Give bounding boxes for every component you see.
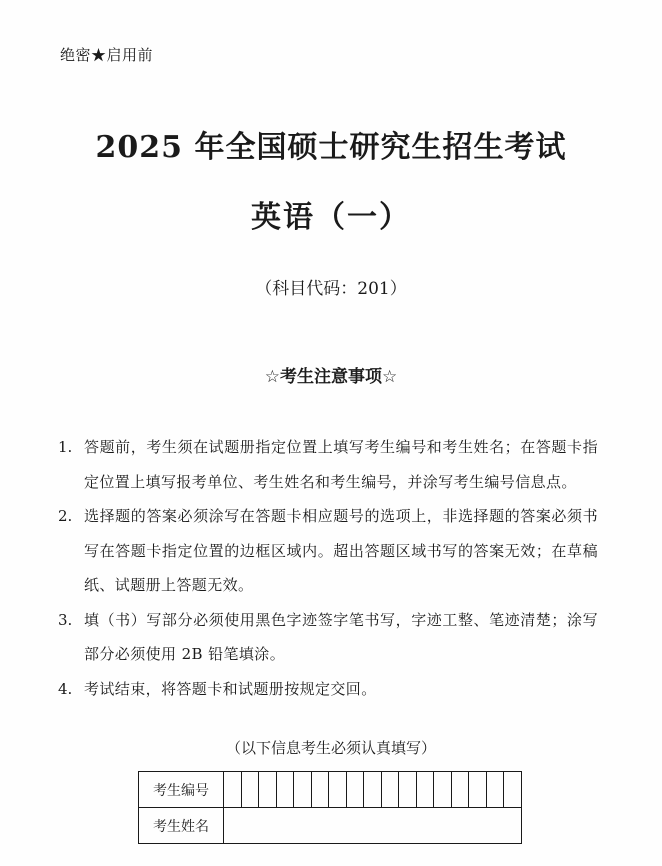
exam-number-digit-box[interactable] [416,772,434,808]
notice-item [58,430,598,499]
notice-item [58,603,598,672]
exam-number-digit-box[interactable] [294,772,312,808]
info-form-caption: （以下信息考生必须认真填写） [225,739,436,757]
subject-title: 英语（一） [251,200,411,235]
notice-heading: ☆考生注意事项☆ [264,367,398,387]
exam-number-digit-box[interactable] [486,772,504,808]
exam-number-digit-box[interactable] [451,772,469,808]
notice-item [58,499,598,603]
name-label: 考生姓名 [139,808,224,844]
notice-item [58,672,598,707]
exam-number-row [139,772,522,808]
exam-number-digit-box[interactable] [504,772,522,808]
exam-number-label: 考生编号 [139,772,224,808]
notice-item-number: 2. [58,507,73,525]
name-field[interactable] [224,808,522,844]
exam-number-digit-box[interactable] [469,772,487,808]
exam-title: 2025 年全国硕士研究生招生考试 [95,130,567,165]
notice-item-number: 4. [58,679,73,698]
exam-number-digit-box[interactable] [259,772,277,808]
exam-number-digit-box[interactable] [364,772,382,808]
exam-number-digit-box[interactable] [329,772,347,808]
exam-number-digit-box[interactable] [399,772,417,808]
exam-number-digit-box[interactable] [224,772,242,808]
notice-item-text: 考试结束，将答题卡和试题册按规定交回。 [84,679,377,698]
name-row [139,808,522,844]
notice-item-text: 选择题的答案必须涂写在答题卡相应题号的选项上，非选择题的答案必须书写在答题卡指定位置的边框区域内。超出答题区域书写的答案无效；在草稿纸、试题册上答题无效。 [84,507,598,594]
notice-item-number: 1. [58,438,73,456]
confidential-mark: 绝密★启用前 [60,46,154,64]
exam-number-digit-box[interactable] [241,772,259,808]
subject-code: （科目代码：201） [255,279,407,299]
exam-number-digit-box[interactable] [434,772,452,808]
notice-item-number: 3. [58,610,73,629]
exam-number-digit-box[interactable] [311,772,329,808]
notice-list [58,430,598,706]
exam-number-digit-box[interactable] [381,772,399,808]
exam-number-digit-box[interactable] [276,772,294,808]
notice-item-text: 填（书）写部分必须使用黑色字迹签字笔书写，字迹工整、笔迹清楚；涂写部分必须使用 2B 铅笔填涂。 [84,610,598,663]
candidate-info-table [138,771,522,844]
exam-number-digit-box[interactable] [346,772,364,808]
notice-item-text: 答题前，考生须在试题册指定位置上填写考生编号和考生姓名；在答题卡指定位置上填写报考单位、考生姓名和考生编号，并涂写考生编号信息点。 [84,438,598,491]
